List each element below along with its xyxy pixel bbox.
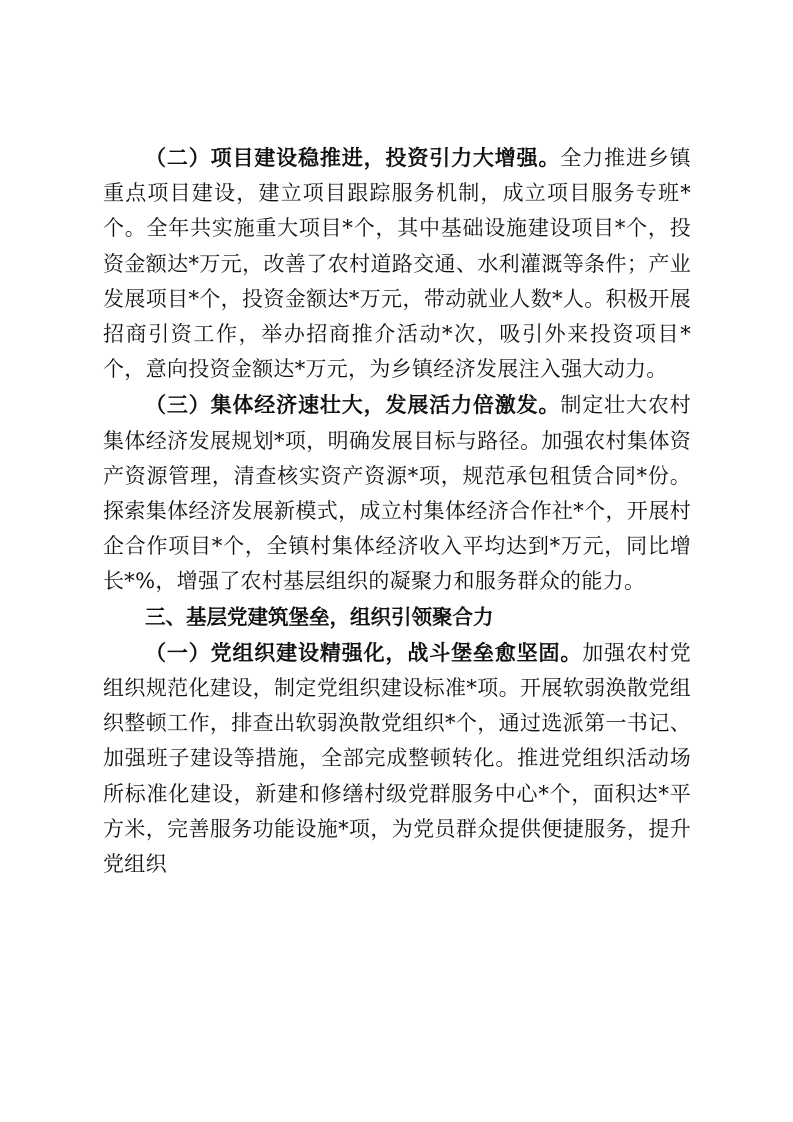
paragraph-lead-heading: （一）党组织建设精强化，战斗堡垒愈坚固。 — [145, 639, 583, 665]
paragraph-collective-economy — [103, 387, 691, 599]
paragraph-body-text: 加强农村党组织规范化建设，制定党组织建设标准*项。开展软弱涣散党组织整顿工作，排查出软弱涣散党组织*个，通过选派第一书记、加强班子建设等措施，全部完成整顿转化。推进党组织活动场所标准化建设，新建和修缮村级党群服务中心*个，面积达*平方米，完善服务功能设施*项，为党员群众提供便捷服务，提升党组织 — [103, 640, 691, 877]
paragraph-party-organization — [103, 635, 691, 882]
paragraph-body-text: 制定壮大农村集体经济发展规划*项，明确发展目标与路径。加强农村集体资产资源管理，清查核实资产资源*项，规范承包租赁合同*份。探索集体经济发展新模式，成立村集体经济合作社*个，开展村企合作项目*个，全镇村集体经济收入平均达到*万元，同比增长*%，增强了农村基层组织的凝聚力和服务群众的能力。 — [103, 393, 691, 594]
paragraph-lead-heading: （二）项目建设稳推进，投资引力大增强。 — [145, 145, 561, 170]
paragraph-lead-heading: （三）集体经济速壮大，发展活力倍激发。 — [145, 392, 561, 418]
paragraph-body-text: 全力推进乡镇重点项目建设，建立项目跟踪服务机制，成立项目服务专班*个。全年共实施重大项目*个，其中基础设施建设项目*个，投资金额达*万元，改善了农村道路交通、水利灌溉等条件；产业发展项目*个，投资金额达*万元，带动就业人数*人。积极开展招商引资工作，举办招商推介活动*次，吸引外来投资项目*个，意向投资金额达*万元，为乡镇经济发展注入强大动力。 — [103, 146, 691, 382]
document-page — [103, 140, 691, 882]
section-heading: 三、基层党建筑堡垒，组织引领聚合力 — [145, 604, 494, 629]
paragraph-project-construction — [103, 140, 691, 387]
